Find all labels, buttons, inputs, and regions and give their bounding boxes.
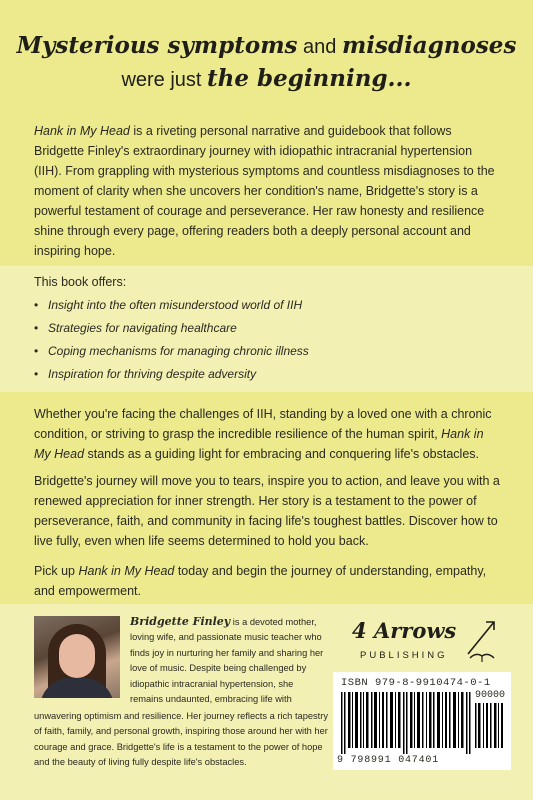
list-item: • Insight into the often misunderstood world of IIH — [34, 294, 309, 317]
author-bio-text: unwavering optimism and resilience. Her journey reflects a rich tapestry of faith, family, and personal growth, inspiring those around her with her courage and grace. Bridgette's life is a testament to the power of hope and the beauty of living fully despite life's obstacles. — [34, 711, 329, 768]
headline-script-text: Mysterious symptoms — [16, 32, 298, 59]
isbn-barcode — [333, 672, 511, 770]
author-bio-bottom — [34, 709, 330, 771]
book-title: Hank in My Head — [34, 124, 130, 138]
author-name: Bridgette Finley — [130, 615, 231, 628]
paragraph-call-to-action — [34, 561, 502, 601]
headline-line-2 — [0, 63, 533, 96]
paragraph-text: Bridgette's journey will move you to tears, inspire you to action, and leave you with a renewed appreciation for inner strength. Her story is a testament to the power of perseverance, faith, and community in facing life's toughest battles. Discover how to live fully, even when life seems determined to hold you back. — [34, 474, 500, 548]
headline-script-text: misdiagnoses — [341, 32, 517, 59]
arrow-book-icon — [464, 618, 498, 664]
list-item: • Strategies for navigating healthcare — [34, 317, 309, 340]
paragraph-text: today and begin the journey of understanding, empathy, and empowerment. — [34, 564, 487, 598]
headline — [0, 30, 533, 96]
list-item: • Inspiration for thriving despite adversity — [34, 363, 309, 386]
author-bio-text: is a devoted mother, loving wife, and passionate music teacher who finds joy in nurturing her family and sharing her love of music. Despite being challenged by idiopathic intracranial hypertension, she remains undaunted, embracing life with — [130, 617, 324, 705]
publisher-logo — [346, 618, 496, 668]
offers-section — [0, 266, 533, 392]
paragraph-audience — [34, 404, 502, 464]
book-title: Hank in My Head — [78, 564, 175, 578]
headline-line-1 — [0, 30, 533, 63]
offers-title: This book offers: — [34, 275, 127, 289]
price-code: 90000 — [475, 690, 506, 701]
paragraph-text: Whether you're facing the challenges of IIH, standing by a loved one with a chronic condition, or striving to grasp the incredible resilience of the human spirit, — [34, 407, 492, 441]
intro-paragraph — [34, 121, 502, 261]
barcode-bars — [341, 692, 471, 754]
price-bars — [475, 703, 505, 748]
author-photo — [34, 616, 120, 698]
barcode-number: 9 798991 047401 — [337, 755, 440, 766]
intro-text: is a riveting personal narrative and guidebook that follows Bridgette Finley's extraordinary journey with idiopathic intracranial hypertension (IIH). From grappling with mysterious symptoms and countless misdiagnoses to the moment of clarity when she uncovers her condition's name, Bridgette's story is a powerful testament of courage and perseverance. Her raw honesty and resilience shine through every page, offering readers both a deeply personal account and inspiring hope. — [34, 124, 495, 258]
isbn-text: ISBN 979-8-9910474-0-1 — [341, 677, 491, 689]
headline-script-text: the beginning... — [207, 65, 412, 92]
publisher-subtitle: PUBLISHING — [360, 650, 448, 661]
headline-plain-text: and — [297, 36, 342, 58]
author-bio-top — [130, 614, 328, 707]
paragraph-text: Pick up — [34, 564, 79, 578]
book-title: Hank in My Head — [34, 427, 484, 461]
paragraph-journey — [34, 471, 502, 551]
publisher-name: 4 Arrows — [352, 618, 457, 643]
paragraph-text: stands as a guiding light for embracing and conquering life's obstacles. — [84, 447, 480, 461]
list-item: • Coping mechanisms for managing chronic illness — [34, 340, 309, 363]
headline-plain-text: were just — [121, 69, 208, 91]
offers-list — [34, 294, 309, 386]
